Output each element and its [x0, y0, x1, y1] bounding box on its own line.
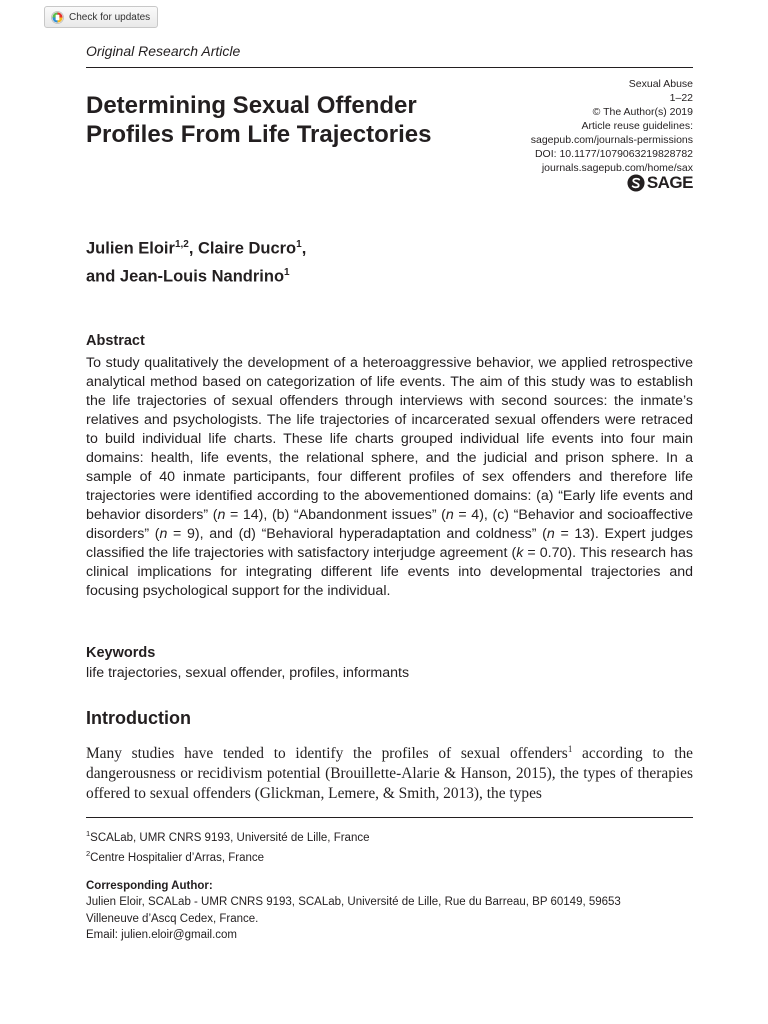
article-type-label: Original Research Article [86, 43, 241, 59]
author-affiliation: 1,2 [174, 239, 189, 250]
footnote-ref[interactable]: 1 [567, 744, 573, 754]
abstract-heading: Abstract [86, 333, 145, 349]
author-separator: , [188, 239, 199, 258]
author-list [86, 233, 506, 288]
author-affiliation: 1 [296, 239, 302, 250]
sage-logo-text: SAGE [646, 173, 693, 192]
affiliation-2: $^2$Centre Hospitalier d’Arras, France [86, 849, 265, 865]
keywords-list: life trajectories, sexual offender, profiles, informants [86, 665, 410, 681]
keywords-heading: Keywords [86, 645, 156, 661]
corresponding-author-email[interactable]: Email: julien.eloir@gmail.com [86, 929, 237, 942]
affiliation-1: $^1$SCALab, UMR CNRS 9193, Université de Lille, France [86, 829, 370, 844]
corresponding-author-address: Julien Eloir, SCALab - UMR CNRS 9193, SCALab, Université de Lille, Rue du Barreau, BP 60149, 59653 [86, 896, 621, 909]
article-title: Determining Sexual Offender Profiles From Life Trajectories [86, 92, 432, 148]
corresponding-author-label: Corresponding Author: [86, 879, 213, 892]
author-affiliation: 1 [284, 266, 290, 278]
header-divider [86, 67, 693, 68]
copyright: © The Author(s) 2019 [592, 106, 693, 118]
author-name: Julien Eloir [86, 239, 175, 258]
doi[interactable]: DOI: 10.1177/1079063219828782 [534, 148, 693, 160]
footnote-divider [86, 817, 693, 818]
abstract-body: To study qualitatively the development of a heteroaggressive behavior, we applied retrospective analytical method based on categorization of life events. The aim of this study was to establish the life trajectories of sexual offenders through interviews with second sources: the inmate’s relatives and psychologists. The life trajectories of incarcerated sexual offenders were retraced to build individual life charts. These life charts grouped individual life events into four main domains: health, life events, the relational sphere, and the judicial and prison sphere. In a sample of 40 inmate participants, four different profiles of sex offenders and therefore life trajectories were identified according to the abovementioned domains: (a) “Early life events and behavior disorders” (n = 14), (b) “Abandonment issues” (n = 4), (c) “Behavior and socioaffective disorders” (n = 9), and (d) “Behavioral hyperadaptation and coldness” (n = 13). Expert judges classified the life trajectories with satisfactory interjudge agreement (k = 0.70). This research has clinical implications for integrating different life events into developmental trajectories and focusing psychological support for the individual. [86, 355, 694, 599]
author-line-1 [86, 233, 506, 261]
reuse-guidelines-label: Article reuse guidelines: [581, 120, 693, 132]
author-name: Claire Ducro [198, 239, 297, 258]
check-for-updates-button[interactable] [44, 6, 158, 28]
journal-name: Sexual Abuse [628, 78, 693, 90]
journal-pages: 1–22 [669, 92, 693, 104]
author-conjunction: and [86, 267, 120, 285]
introduction-heading: Introduction [86, 708, 191, 728]
journal-home-link[interactable]: journals.sagepub.com/home/sax [541, 162, 693, 174]
check-updates-label: Check for updates [69, 11, 151, 23]
author-line-2 [86, 261, 506, 289]
author-name: Jean-Louis Nandrino [119, 267, 285, 285]
journal-meta [433, 77, 693, 175]
footnotes [86, 826, 693, 944]
reuse-guidelines-link[interactable]: sagepub.com/journals-permissions [530, 134, 693, 146]
check-updates-icon [51, 11, 64, 24]
author-separator: , [301, 239, 307, 258]
sage-s-icon [627, 174, 645, 192]
introduction-body: Many studies have tended to identify the profiles of sexual offenders$^1$ according to the dangerousness or recidivism potential (Brouillette-Alarie & Hanson, 2015), the types of therapies offered to sexual offenders (Glickman, Lemere, & Smith, 2013), the types [86, 744, 693, 803]
sage-logo [627, 173, 693, 193]
corresponding-author-address-2: Villeneuve d’Ascq Cedex, France. [86, 912, 259, 925]
